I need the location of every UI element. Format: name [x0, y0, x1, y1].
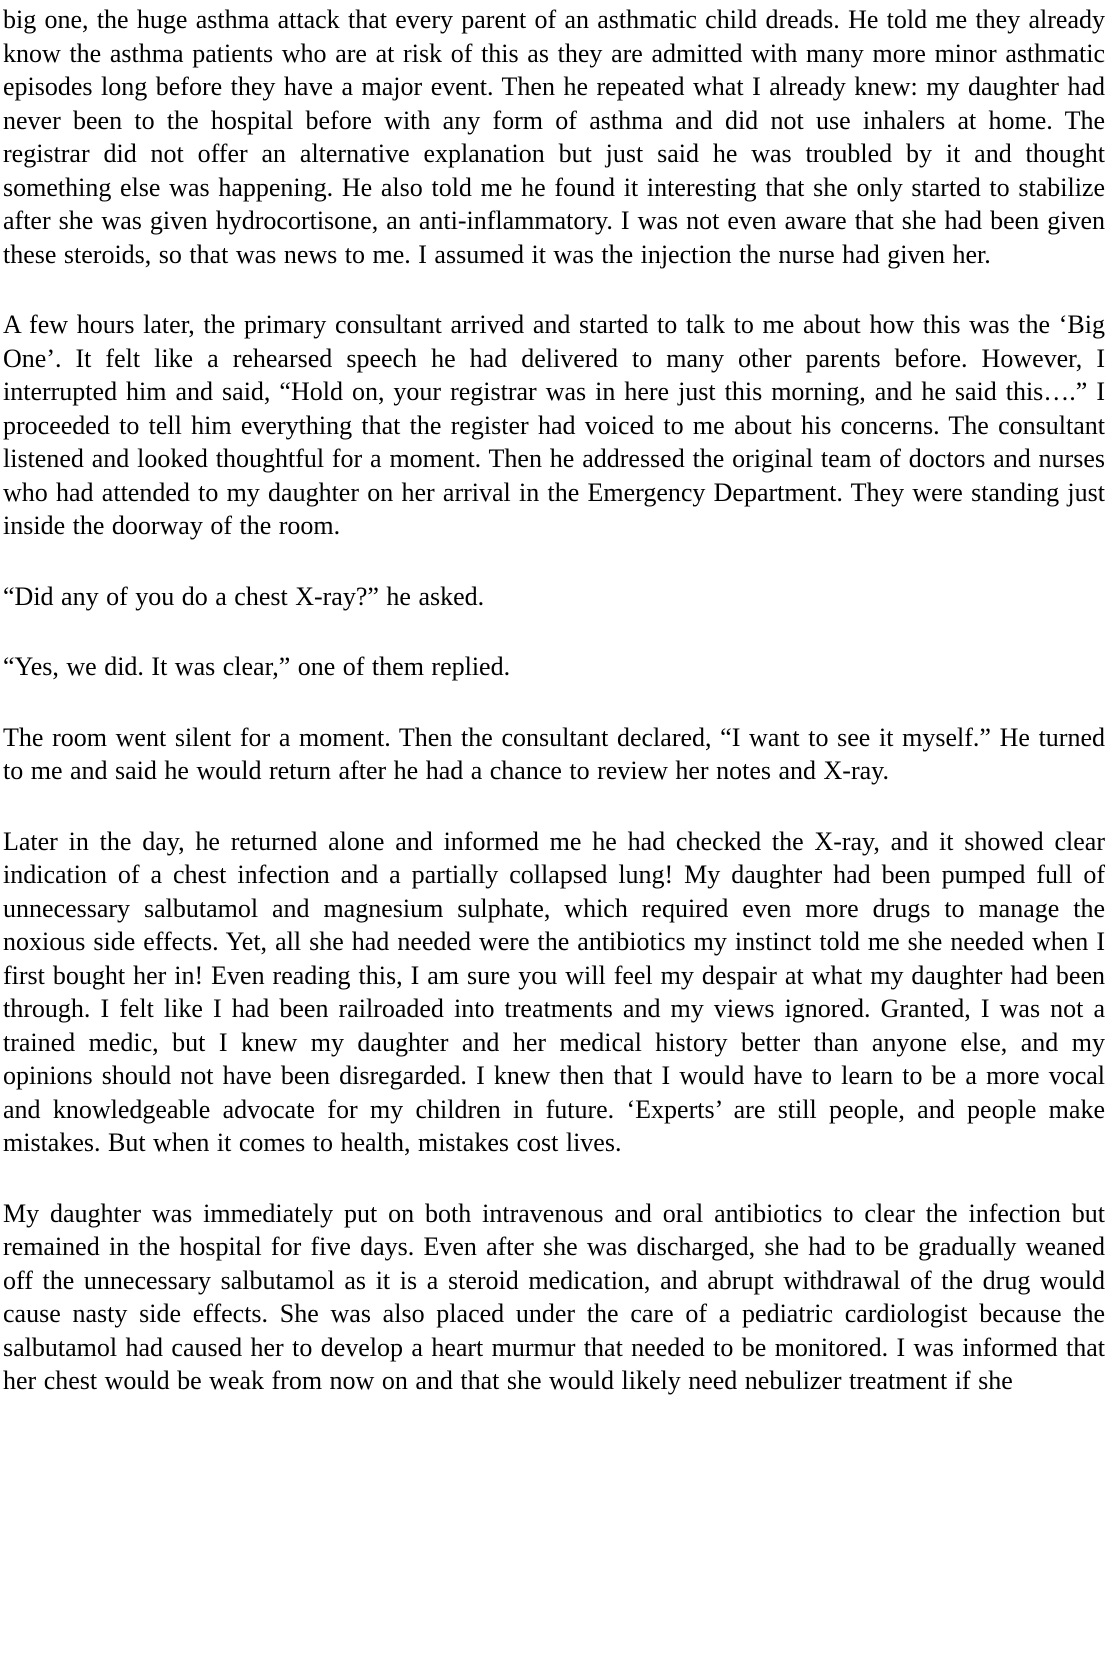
- paragraph: Later in the day, he returned alone and informed me he had checked the X-ray, and it showed clear indication of a chest infection and a partially collapsed lung! My daughter had been pumped full of unnecessary salbutamol and magnesium sulphate, which required even more drugs to manage the noxious side effects. Yet, all she had needed were the antibiotics my instinct told me she needed when I first bought her in! Even reading this, I am sure you will feel my despair at what my daughter had been through. I felt like I had been railroaded into treatments and my views ignored. Granted, I was not a trained medic, but I knew my daughter and her medical history better than anyone else, and my opinions should not have been disregarded. I knew then that I would have to learn to be a more vocal and knowledgeable advocate for my children in future. ‘Experts’ are still people, and people make mistakes. But when it comes to health, mistakes cost lives.: [3, 826, 1105, 1157]
- paragraph: A few hours later, the primary consultant arrived and started to talk to me about how this was the ‘Big One’. It felt like a rehearsed speech he had delivered to many other parents before. However, I interrupted him and said, “Hold on, your registrar was in here just this morning, and he said this….” I proceeded to tell him everything that the register had voiced to me about his concerns. The consultant listened and looked thoughtful for a moment. Then he addressed the original team of doctors and nurses who had attended to my daughter on her arrival in the Emergency Department. They were standing just inside the doorway of the room.: [3, 310, 1105, 540]
- paragraph-dialogue: “Yes, we did. It was clear,” one of them replied.: [3, 652, 511, 681]
- paragraph: big one, the huge asthma attack that every parent of an asthmatic child dreads. He told me they already know the asthma patients who are at risk of this as they are admitted with many more minor asthmatic episodes long before they have a major event. Then he repeated what I already knew: my daughter had never been to the hospital before with any form of asthma and did not use inhalers at home. The registrar did not offer an alternative explanation but just said he was troubled by it and thought something else was happening. He also told me he found it interesting that she only started to stabilize after she was given hydrocortisone, an anti-inflammatory. I was not even aware that she had been given these steroids, so that was news to me. I assumed it was the injection the nurse had given her.: [3, 5, 1105, 269]
- paragraph: My daughter was immediately put on both intravenous and oral antibiotics to clear the infection but remained in the hospital for five days. Even after she was discharged, she had to be gradually weaned off the unnecessary salbutamol as it is a steroid medication, and abrupt withdrawal of the drug would cause nasty side effects. She was also placed under the care of a pediatric cardiologist because the salbutamol had caused her to develop a heart murmur that needed to be monitored. I was informed that her chest would be weak from now on and that she would likely need nebulizer treatment if she: [3, 1198, 1105, 1395]
- paragraph: The room went silent for a moment. Then the consultant declared, “I want to see it myself.” He turned to me and said he would return after he had a chance to review her notes and X-ray.: [3, 722, 1105, 785]
- paragraph-dialogue: “Did any of you do a chest X-ray?” he asked.: [3, 581, 485, 611]
